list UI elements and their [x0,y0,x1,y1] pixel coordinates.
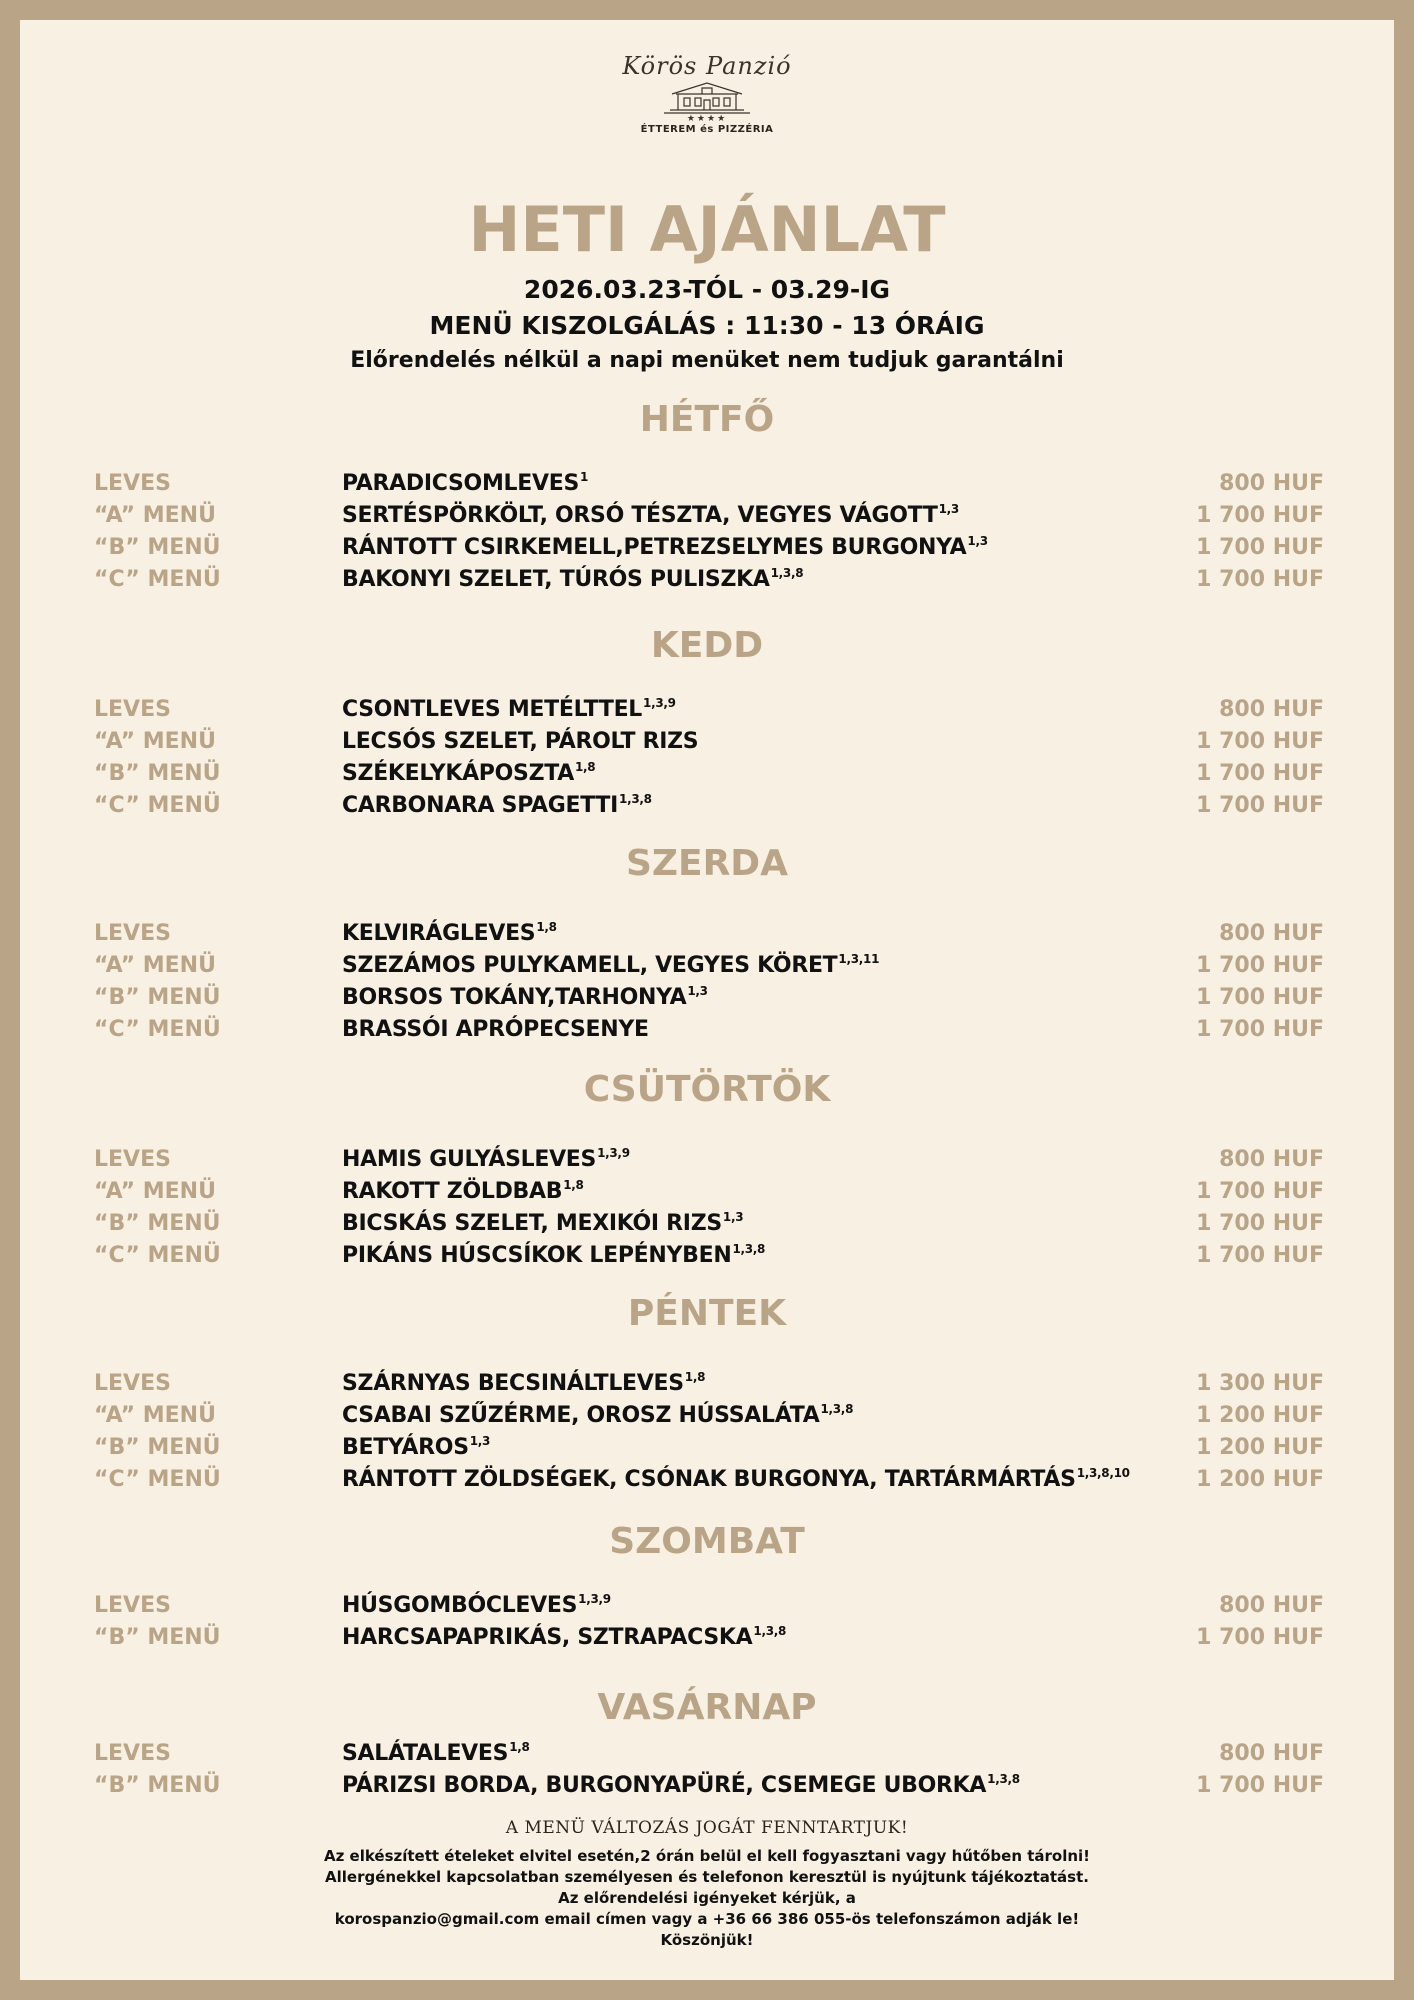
menu-row [0,1770,1414,1802]
allergen-codes: 1,8 [509,1740,530,1754]
dish-cell [342,564,803,596]
footer-line: Az elkészített ételeket elvitel esetén,2 órán belül el kell fogyasztani vagy hűtőben tárolni! [323,1847,1091,1865]
menu-category: “B” MENÜ [94,535,221,560]
dish-price: 1 700 HUF [1196,953,1324,978]
dish-price: 1 700 HUF [1196,567,1324,592]
dish-name: RÁNTOTT CSIRKEMELL,PETREZSELYMES BURGONYA [342,535,967,560]
allergen-codes: 1,3 [722,1210,744,1224]
allergen-codes: 1,8 [536,920,557,934]
allergen-codes: 1,3,8 [770,566,804,580]
allergen-codes: 1,3 [687,984,708,998]
dish-price: 1 200 HUF [1196,1467,1324,1492]
dish-name: CSABAI SZŰZÉRME, OROSZ HÚSSALÁTA [342,1403,820,1428]
menu-category: “A” MENÜ [94,729,216,754]
menu-row [0,918,1414,950]
menu-category: LEVES [94,1147,171,1172]
house-icon [662,80,752,114]
dish-cell [342,500,959,532]
dish-price: 1 700 HUF [1196,1243,1324,1268]
date-range: 2026.03.23-TÓL - 03.29-IG [523,275,891,304]
dish-name: SZÁRNYAS BECSINÁLTLEVES [342,1371,684,1396]
dish-price: 1 700 HUF [1196,985,1324,1010]
dish-cell [342,950,879,982]
dish-name: HARCSAPAPRIKÁS, SZTRAPACSKA [342,1625,753,1650]
day-heading: VASÁRNAP [597,1687,817,1728]
dish-price: 1 700 HUF [1196,1625,1324,1650]
menu-row [0,1738,1414,1770]
allergen-codes: 1,3,9 [578,1592,611,1606]
dish-name: BORSOS TOKÁNY,TARHONYA [342,985,687,1010]
allergen-codes: 1 [580,470,589,484]
dish-name: PÁRIZSI BORDA, BURGONYAPÜRÉ, CSEMEGE UBORKA [342,1773,987,1798]
dish-name: BETYÁROS [342,1435,469,1460]
menu-category: “A” MENÜ [94,1403,216,1428]
dish-name: HÚSGOMBÓCLEVES [342,1593,578,1618]
menu-row [0,1368,1414,1400]
allergen-codes: 1,3,8 [820,1402,854,1416]
dish-cell [342,1590,611,1622]
menu-row [0,468,1414,500]
dish-price: 1 700 HUF [1196,729,1324,754]
preorder-notice: Előrendelés nélkül a napi menüket nem tudjuk garantálni [350,348,1064,373]
menu-category: “C” MENÜ [94,1017,221,1042]
day-heading: PÉNTEK [627,1293,787,1334]
dish-cell [342,1432,490,1464]
dish-price: 800 HUF [1219,921,1324,946]
allergen-codes: 1,3,8 [753,1624,787,1638]
logo-script-name: Körös Panzió [622,52,792,80]
allergen-codes: 1,3 [938,502,959,516]
menu-row [0,694,1414,726]
menu-category: “B” MENÜ [94,1773,221,1798]
menu-category: LEVES [94,697,171,722]
dish-cell [342,1770,1020,1802]
dish-cell [342,1400,853,1432]
menu-row [0,532,1414,564]
menu-row [0,1400,1414,1432]
menu-row [0,1014,1414,1046]
dish-name: SERTÉSPÖRKÖLT, ORSÓ TÉSZTA, VEGYES VÁGOTT [342,503,938,528]
footer-line: Az előrendelési igényeket kérjük, a [558,1889,856,1907]
menu-category: “A” MENÜ [94,953,216,978]
dish-name: KELVIRÁGLEVES [342,921,536,946]
menu-category: “C” MENÜ [94,1243,221,1268]
menu-category: LEVES [94,921,171,946]
allergen-codes: 1,8 [684,1370,706,1384]
dish-price: 1 200 HUF [1196,1435,1324,1460]
dish-price: 1 700 HUF [1196,1179,1324,1204]
dish-price: 800 HUF [1219,471,1324,496]
dish-price: 800 HUF [1219,1147,1324,1172]
dish-price: 1 300 HUF [1196,1371,1324,1396]
day-heading: KEDD [650,625,764,666]
allergen-codes: 1,3,9 [597,1146,630,1160]
day-heading: SZOMBAT [609,1521,805,1562]
dish-price: 1 700 HUF [1196,1211,1324,1236]
dish-price: 1 700 HUF [1196,793,1324,818]
allergen-codes: 1,3,8,10 [1076,1466,1130,1480]
menu-category: LEVES [94,1741,171,1766]
dish-cell [342,1464,1130,1496]
dish-price: 1 700 HUF [1196,503,1324,528]
menu-row [0,1622,1414,1654]
footer-info [0,1846,1414,1951]
dish-price: 1 700 HUF [1196,1773,1324,1798]
dish-price: 1 700 HUF [1196,761,1324,786]
dish-name: SALÁTALEVES [342,1741,509,1766]
dish-name: PIKÁNS HÚSCSÍKOK LEPÉNYBEN [342,1243,732,1268]
logo-subtitle: ÉTTEREM és PIZZÉRIA [640,124,774,135]
menu-category: LEVES [94,1593,171,1618]
menu-category: “B” MENÜ [94,1211,221,1236]
day-heading: HÉTFŐ [639,399,775,440]
dish-cell [342,532,988,564]
menu-category: “A” MENÜ [94,503,216,528]
menu-row [0,564,1414,596]
menu-category: LEVES [94,471,171,496]
footer-line: Allergénekkel kapcsolatban személyesen és telefonon keresztül is nyújtunk tájékoztatást. [325,1868,1089,1886]
menu-row [0,726,1414,758]
dish-name: RAKOTT ZÖLDBAB [342,1179,563,1204]
dish-cell [342,726,698,758]
dish-price: 800 HUF [1219,1593,1324,1618]
dish-cell [342,468,588,500]
allergen-codes: 1,8 [574,760,596,774]
allergen-codes: 1,3,9 [643,696,676,710]
dish-cell [342,1208,743,1240]
dish-cell [342,790,652,822]
menu-row [0,758,1414,790]
dish-price: 1 700 HUF [1196,1017,1324,1042]
menu-category: “B” MENÜ [94,1625,221,1650]
dish-cell [342,1738,530,1770]
logo-stars: ★★★★ [686,114,728,124]
dish-price: 1 200 HUF [1196,1403,1324,1428]
menu-category: “B” MENÜ [94,985,221,1010]
footer-line: Köszönjük! [660,1931,754,1949]
dish-cell [342,1014,649,1046]
menu-category: “C” MENÜ [94,1467,221,1492]
menu-category: “C” MENÜ [94,793,221,818]
dish-price: 1 700 HUF [1196,535,1324,560]
dish-cell [342,758,595,790]
menu-row [0,1240,1414,1272]
dish-name: CSONTLEVES METÉLTTEL [342,697,643,722]
menu-category: “B” MENÜ [94,761,221,786]
menu-category: “A” MENÜ [94,1179,216,1204]
page-title: HETI AJÁNLAT [468,193,946,266]
dish-name: PARADICSOMLEVES [342,471,579,496]
dish-cell [342,1240,765,1272]
dish-name: BRASSÓI APRÓPECSENYE [342,1017,649,1042]
menu-row [0,1208,1414,1240]
day-heading: CSÜTÖRTÖK [583,1069,831,1110]
dish-cell [342,1368,705,1400]
menu-row [0,1176,1414,1208]
menu-category: “C” MENÜ [94,567,221,592]
dish-name: HAMIS GULYÁSLEVES [342,1147,597,1172]
dish-price: 800 HUF [1219,697,1324,722]
dish-cell [342,1144,630,1176]
allergen-codes: 1,3,8 [987,1772,1020,1786]
allergen-codes: 1,8 [563,1178,584,1192]
menu-category: LEVES [94,1371,171,1396]
menu-row [0,1464,1414,1496]
dish-name: BAKONYI SZELET, TÚRÓS PULISZKA [342,567,770,592]
restaurant-logo [0,52,1414,135]
dish-name: SZEZÁMOS PULYKAMELL, VEGYES KÖRET [342,953,838,978]
allergen-codes: 1,3,11 [838,952,880,966]
day-heading: SZERDA [625,843,789,884]
menu-row [0,790,1414,822]
service-hours: MENÜ KISZOLGÁLÁS : 11:30 - 13 ÓRÁIG [429,311,985,340]
menu-row [0,500,1414,532]
dish-name: LECSÓS SZELET, PÁROLT RIZS [342,729,699,754]
menu-row [0,950,1414,982]
dish-price: 800 HUF [1219,1741,1324,1766]
dish-name: RÁNTOTT ZÖLDSÉGEK, CSÓNAK BURGONYA, TARTÁRMÁRTÁS [342,1467,1076,1492]
allergen-codes: 1,3 [967,534,988,548]
menu-row [0,982,1414,1014]
allergen-codes: 1,3,8 [732,1242,766,1256]
allergen-codes: 1,3,8 [619,792,652,806]
dish-name: CARBONARA SPAGETTI [342,793,619,818]
menu-row [0,1144,1414,1176]
dish-cell [342,1622,786,1654]
dish-cell [342,918,557,950]
change-reserved-note: A MENÜ VÁLTOZÁS JOGÁT FENNTARTJUK! [505,1818,909,1838]
menu-row [0,1432,1414,1464]
footer-contact-line: korospanzio@gmail.com email címen vagy a +36 66 386 055-ös telefonszámon adják le! [334,1910,1080,1928]
dish-name: BICSKÁS SZELET, MEXIKÓI RIZS [342,1211,722,1236]
allergen-codes: 1,3 [469,1434,491,1448]
dish-name: SZÉKELYKÁPOSZTA [342,761,574,786]
menu-row [0,1590,1414,1622]
dish-cell [342,694,676,726]
menu-category: “B” MENÜ [94,1435,221,1460]
dish-cell [342,982,708,1014]
dish-cell [342,1176,584,1208]
